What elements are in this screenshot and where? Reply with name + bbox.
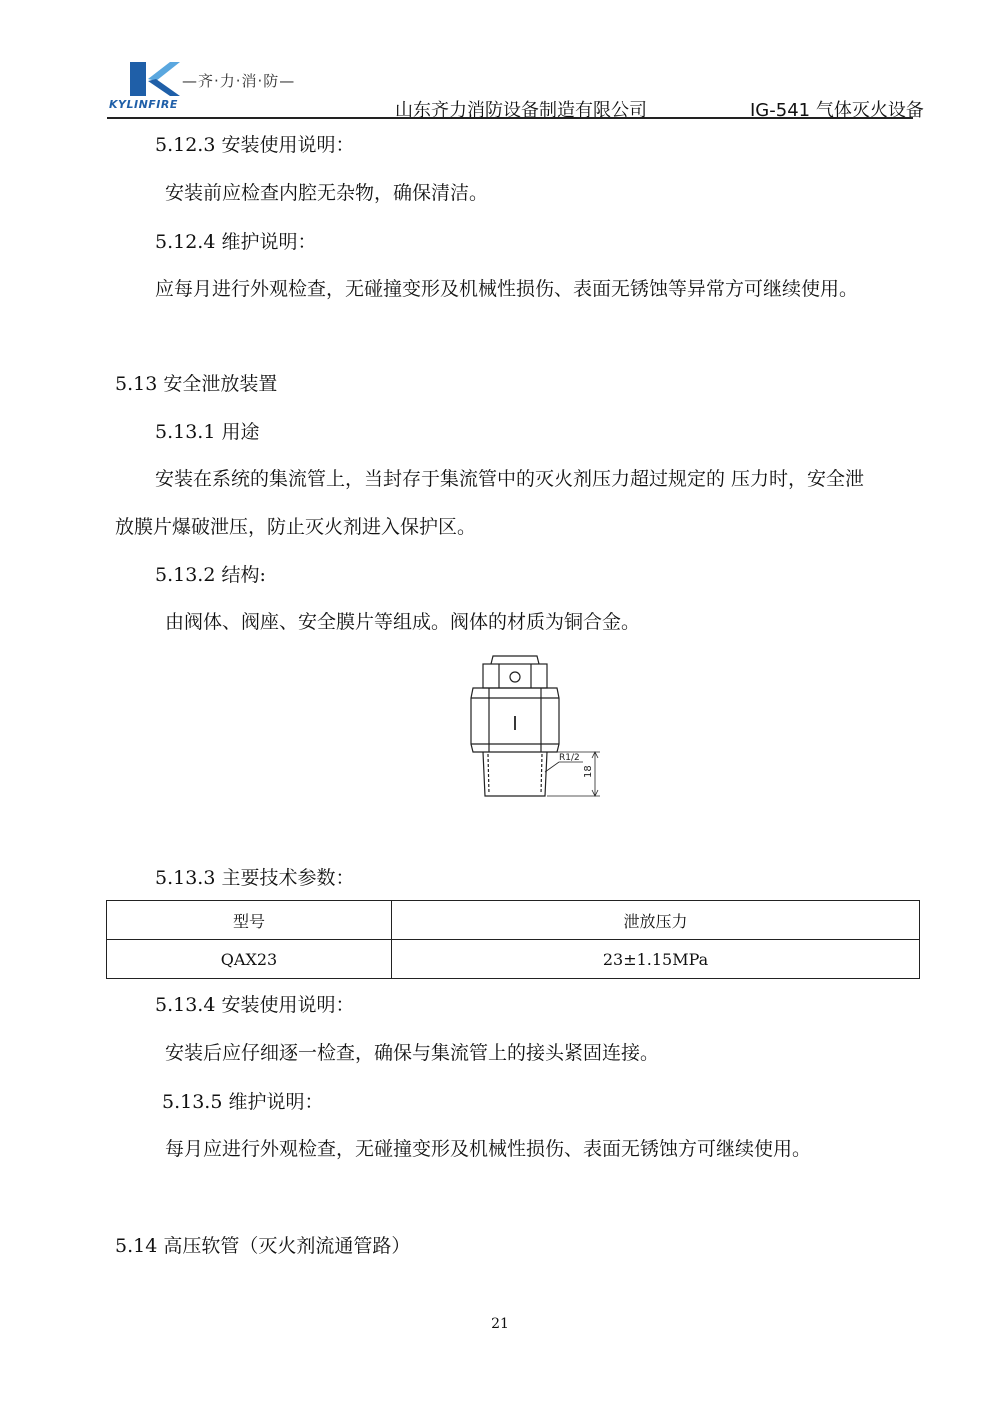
header-company: 山东齐力消防设备制造有限公司 [395,100,647,121]
heading-5-13-2: 5.13.2 结构: [155,564,266,586]
body-5-13-1-line1: 安装在系统的集流管上，当封存于集流管中的灭火剂压力超过规定的 压力时，安全泄 [155,468,865,490]
table-header-pressure: 泄放压力 [392,901,920,940]
thread-label: R1/2 [559,753,580,763]
table-header-model: 型号 [107,901,392,940]
table-cell-model: QAX23 [107,940,392,979]
table-cell-pressure: 23±1.15MPa [392,940,920,979]
header-product: IG-541 气体灭火设备 [750,100,924,121]
heading-5-13: 5.13 安全泄放装置 [115,373,278,395]
table-row [107,940,920,979]
body-5-13-5: 每月应进行外观检查，无碰撞变形及机械性损伤、表面无锈蚀方可继续使用。 [165,1138,812,1160]
safety-relief-device-drawing [455,650,615,810]
length-label: 18 [583,765,594,778]
parameters-table [106,900,920,979]
logo-brand: KYLINFIRE [109,98,178,111]
body-5-12-4: 应每月进行外观检查，无碰撞变形及机械性损伤、表面无锈蚀等异常方可继续使用。 [155,278,859,300]
body-5-13-1-line2: 放膜片爆破泄压，防止灭火剂进入保护区。 [115,516,477,538]
heading-5-13-1: 5.13.1 用途 [155,421,260,443]
table-header-row [107,901,920,940]
heading-5-12-4: 5.12.4 维护说明： [155,231,317,253]
body-5-12-3: 安装前应检查内腔无杂物，确保清洁。 [165,182,489,204]
heading-5-13-5: 5.13.5 维护说明： [162,1091,324,1113]
heading-5-13-3: 5.13.3 主要技术参数： [155,867,355,889]
logo-tagline: —齐·力·消·防— [182,72,296,90]
heading-5-13-4: 5.13.4 安装使用说明： [155,994,355,1016]
header-rule [107,117,913,119]
body-5-13-2: 由阀体、阀座、安全膜片等组成。阀体的材质为铜合金。 [165,611,641,633]
body-5-13-4: 安装后应仔细逐一检查，确保与集流管上的接头紧固连接。 [165,1042,660,1064]
heading-5-12-3: 5.12.3 安装使用说明： [155,134,355,156]
page-number: 21 [491,1316,509,1332]
heading-5-14: 5.14 高压软管（灭火剂流通管路） [115,1235,411,1257]
